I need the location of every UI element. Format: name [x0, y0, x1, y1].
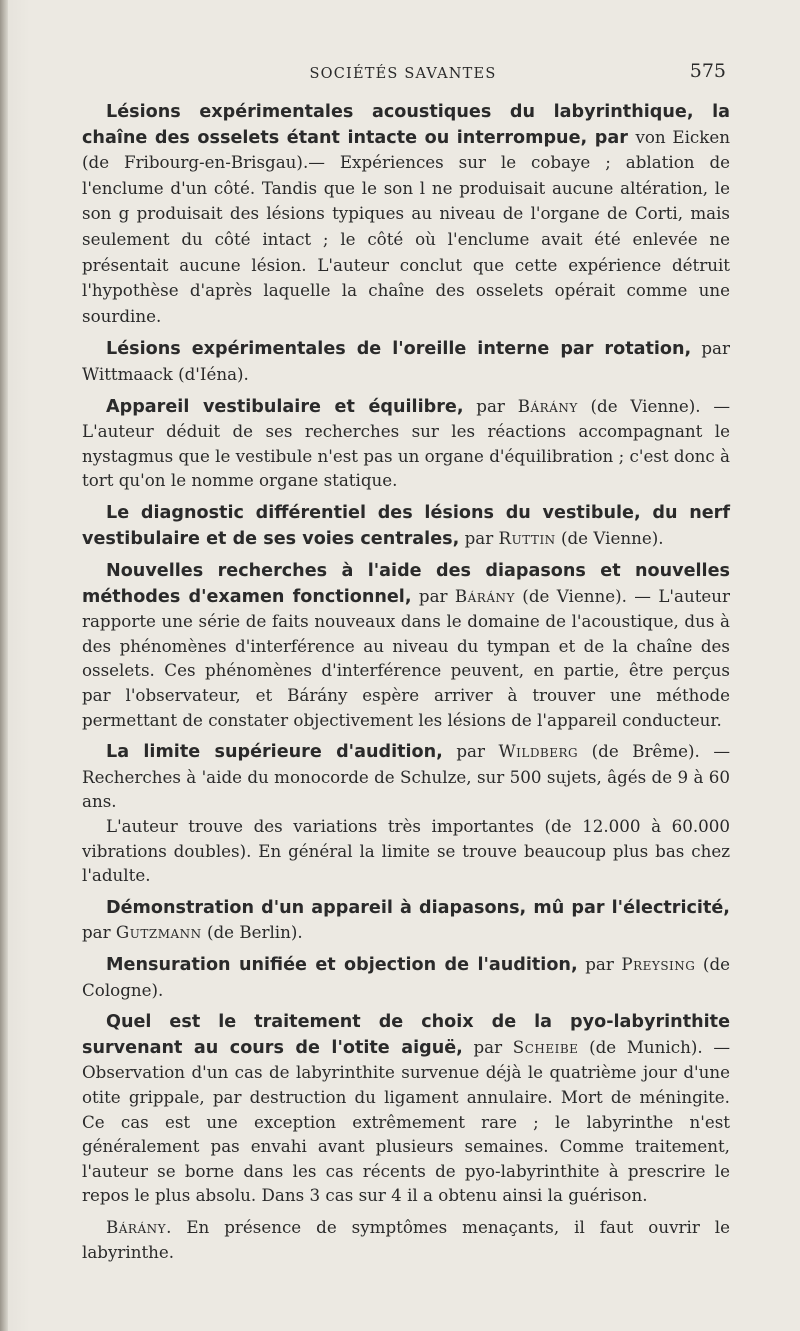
entry-author: Bárány [517, 395, 578, 416]
entry-text: (d'Iéna). [172, 363, 249, 384]
entry-title: La limite supérieure d'audition, [106, 742, 443, 763]
entry-title: Lésions expérimentales acoustiques du labyrinthique, la chaîne des osselets étant intacte ou interrompue, [82, 102, 730, 148]
entry-author: Bárány [454, 585, 515, 606]
entry-author: Wildberg [498, 741, 579, 762]
entry-by: par [459, 527, 499, 548]
entry-author: Scheibe [512, 1036, 579, 1057]
entry-barany-vestibulaire [82, 394, 730, 493]
entry-text: (de Berlin). [201, 922, 303, 943]
entry-wildberg [82, 739, 730, 888]
entry-by: par [463, 395, 518, 416]
entry-author: von Eicken [635, 126, 730, 147]
entry-text: (de Brême). — Recherches à 'aide du monocorde de Schulze, sur 500 sujets, âgés de 9 à 60 ans. [82, 741, 731, 812]
entry-text: (de Vienne). — L'auteur rapporte une série de faits nouveaux dans le domaine de l'acoustique, dus à des phénomènes d'interférence au niveau du tympan et de la chaîne des osselets. Ces phénomènes d'interférence peuvent, en partie, être perçus par l'observateur, et Bárány espère arriver à trouver une méthode permettant de constater objectivement les lésions de l'appareil conducteur. [82, 585, 730, 730]
entry-by: par [587, 127, 636, 148]
entry-text: (de Fribourg-en-Brisgau).— Expériences sur le cobaye ; ablation de l'enclume d'un côté. Tandis que le son l ne produisait aucune altération, le son g produisait des lésions typiques au niveau de l'organe de Corti, mais seulement du côté intact ; le côté où l'enclume avait été enlevée ne présentait aucune lésion. L'auteur conclut que cette expérience détruit l'hypothèse d'après laquelle la chaîne des osselets opérait comme une sourdine. [82, 152, 730, 326]
entry-by: par [691, 338, 730, 359]
entry-von-eicken [82, 100, 730, 329]
entry-title: Mensuration unifiée et objection de l'audition, [106, 955, 578, 975]
entry-author: Gutzmann [115, 922, 202, 943]
entry-title: Démonstration d'un appareil à diapasons, mû par l'électricité, [106, 897, 730, 918]
entry-title: Nouvelles recherches à l'aide des diapasons et nouvelles méthodes d'examen fonctionnel, [82, 561, 730, 607]
entry-by: par [462, 1036, 513, 1057]
entry-gutzmann [82, 895, 730, 945]
page-header [80, 60, 726, 90]
entry-by: par [411, 585, 455, 606]
entry-ruttin [82, 500, 730, 551]
entry-by: par [82, 922, 116, 943]
entry-barany-diapasons [82, 558, 730, 732]
article-body [82, 100, 730, 1271]
running-head: SOCIÉTÉS SAVANTES [309, 66, 497, 82]
entry-title: Quel est le traitement de choix de la pyo-labyrinthite survenant au cours de l'otite aiguë, [82, 1012, 730, 1058]
entry-author: Preysing [621, 954, 696, 974]
entry-by: par [577, 954, 622, 974]
entry-wittmaack [82, 336, 730, 386]
entry-text-continued: L'auteur trouve des variations très importantes (de 12.000 à 60.000 vibrations doubles). En général la limite se trouve beaucoup plus bas chez l'adulte. [82, 816, 730, 886]
entry-author: Ruttin [498, 527, 556, 548]
entry-text: (de Vienne). [555, 527, 664, 548]
entry-preysing [82, 952, 730, 1002]
entry-closing [82, 1215, 730, 1264]
entry-title: Lésions expérimentales de l'oreille interne par rotation, [106, 339, 692, 360]
entry-title: Le diagnostic différentiel des lésions du vestibule, du nerf vestibulaire et de ses voies centrales, [82, 502, 730, 549]
entry-title: Appareil vestibulaire et équilibre, [106, 396, 464, 417]
closing-text: . En présence de symptômes menaçants, il faut ouvrir le labyrinthe. [82, 1216, 730, 1262]
entry-text: (de Vienne). — L'auteur déduit de ses recherches sur les réactions accompagnant le nystagmus que le vestibule n'est pas un organe d'équilibration ; c'est donc à tort qu'on le nomme organe statique. [82, 395, 731, 491]
entry-text: (de Munich). — Observation d'un cas de labyrinthite survenue déjà le quatrième jour d'une otite grippale, par destruction du ligament annulaire. Mort de méningite. Ce cas est une exception extrêmement rare ; le labyrinthe n'est généralement pas envahi avant plusieurs semaines. Comme traitement, l'auteur se borne dans les cas récents de pyo-labyrinthite à prescrire le repos le plus absolu. Dans 3 cas sur 4 il a obtenu ainsi la guérison. [82, 1036, 731, 1206]
closing-author: Bárány [106, 1216, 167, 1237]
page-spine [0, 0, 8, 1331]
page-number: 575 [689, 60, 726, 82]
entry-author: Wittmaack [82, 363, 173, 384]
entry-scheibe [82, 1009, 730, 1208]
entry-text: (de Cologne). [82, 954, 731, 1000]
entry-by: par [442, 741, 499, 762]
